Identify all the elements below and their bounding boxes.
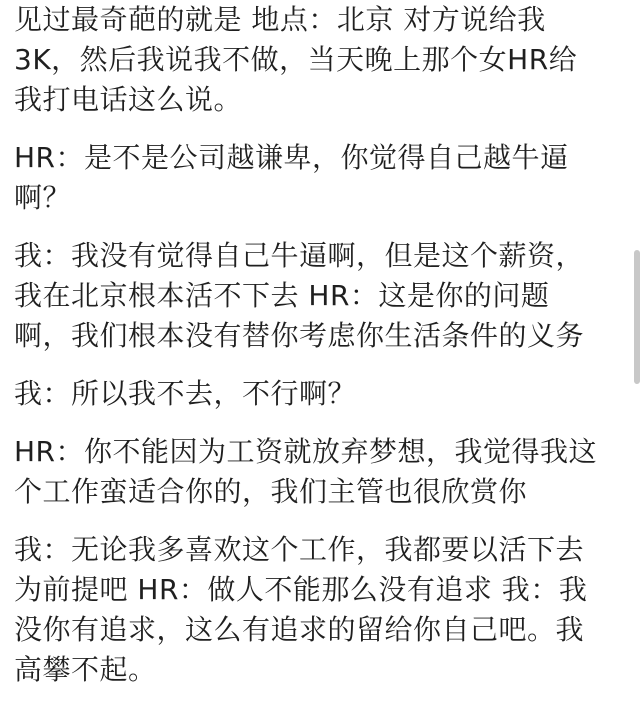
text-line: 3K，然后我说我不做，当天晚上那个女HR给 xyxy=(14,43,578,76)
paragraph-intro xyxy=(14,0,620,120)
text-line: 没你有追求，这么有追求的留给你自己吧。我 xyxy=(14,613,585,646)
scrollbar-thumb[interactable] xyxy=(634,250,640,384)
text-line: 我：我没有觉得自己牛逼啊，但是这个薪资， xyxy=(14,239,585,272)
paragraph-me-1 xyxy=(14,236,620,356)
text-line: 为前提吧 HR：做人不能那么没有追求 我：我 xyxy=(14,573,588,606)
paragraph-hr-2 xyxy=(14,432,620,512)
text-line: 我打电话这么说。 xyxy=(14,83,243,116)
text-line: 啊？ xyxy=(14,181,72,214)
paragraph-me-3 xyxy=(14,530,620,690)
article-body xyxy=(14,0,620,690)
paragraph-hr-1 xyxy=(14,138,620,218)
text-line: 见过最奇葩的就是 地点：北京 对方说给我 xyxy=(14,3,546,36)
text-line: 我：无论我多喜欢这个工作，我都要以活下去 xyxy=(14,533,585,566)
text-line: 啊，我们根本没有替你考虑你生活条件的义务 xyxy=(14,319,585,352)
text-line: 我在北京根本活不下去 HR：这是你的问题 xyxy=(14,279,550,312)
text-line: 高攀不起。 xyxy=(14,653,157,686)
paragraph-me-2 xyxy=(14,374,620,414)
text-line: HR：你不能因为工资就放弃梦想，我觉得我这 xyxy=(14,435,598,468)
text-line: 我：所以我不去，不行啊？ xyxy=(14,377,357,410)
text-line: HR：是不是公司越谦卑，你觉得自己越牛逼 xyxy=(14,141,569,174)
text-line: 个工作蛮适合你的，我们主管也很欣赏你 xyxy=(14,475,528,508)
